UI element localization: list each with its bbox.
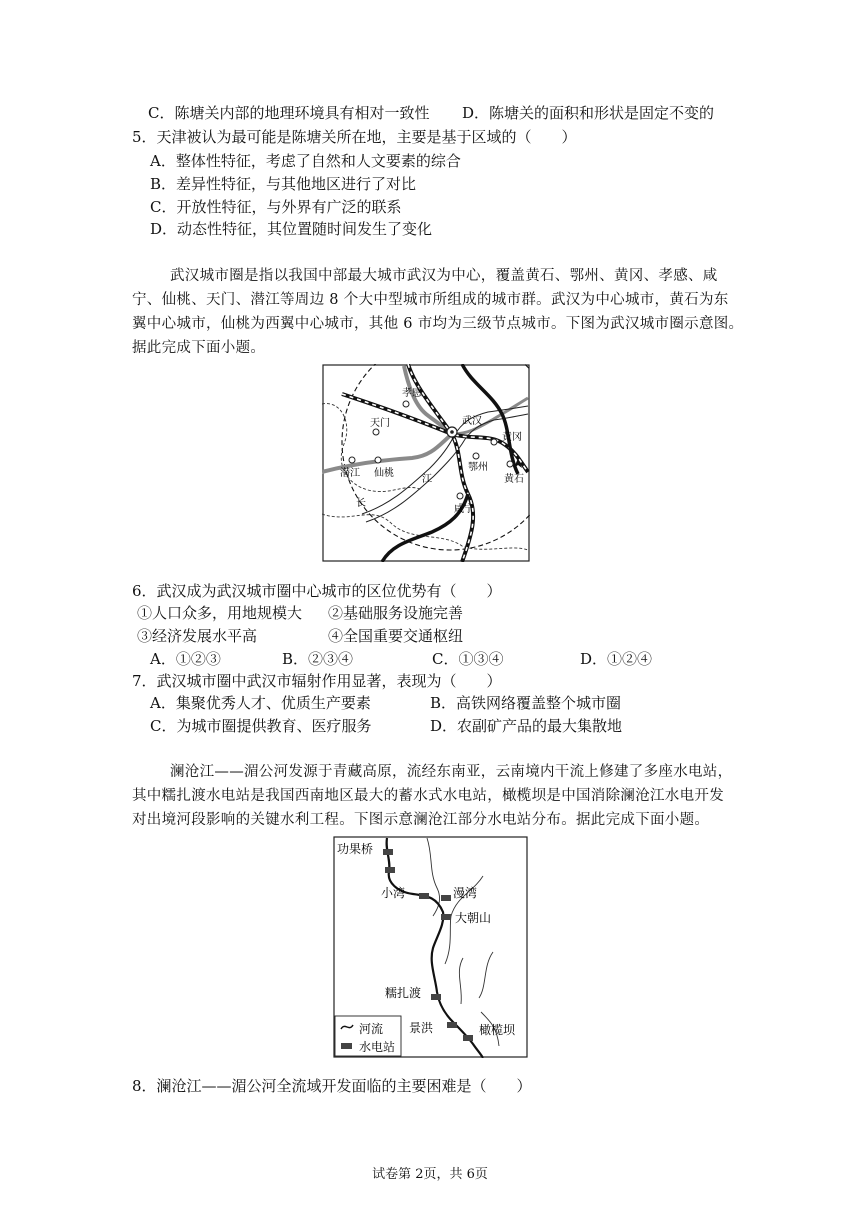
map1-label-xiantao: 仙桃 [374,468,394,479]
q4-option-d: D．陈塘关的面积和形状是固定不变的 [462,104,715,122]
map1-label-huangshi: 黄石 [504,474,524,485]
q5-stem: 5．天津被认为最可能是陈塘关所在地，主要是基于区域的（ ） [132,128,577,146]
passage1-line-2: 宁、仙桃、天门、潜江等周边 8 个大中型城市所组成的城市群。武汉为中心城市，黄石为东 [132,292,729,308]
q6-stem: 6．武汉成为武汉城市圈中心城市的区位优势有（ ） [132,582,502,600]
q5-option-c: C．开放性特征，与外界有广泛的联系 [150,198,402,216]
map1-label-ezhou: 鄂州 [468,462,488,473]
passage2-line-1: 澜沧江——湄公河发源于青藏高原，流经东南亚，云南境内干流上修建了多座水电站， [170,764,733,780]
q5-option-d: D．动态性特征，其位置随时间发生了变化 [150,220,433,238]
lancang-hydropower-map [333,836,528,1058]
q4-option-c: C．陈塘关内部的地理环境具有相对一致性 [148,104,430,122]
station-nuozhadu: 糯扎渡 [385,986,422,1000]
station-ganlanba: 橄榄坝 [479,1023,516,1037]
map1-label-jiang: 江 [422,474,432,485]
page-footer: 试卷第 2页，共 6页 [372,1167,488,1182]
passage2-line-3: 对出境河段影响的关键水利工程。下图示意澜沧江部分水电站分布。据此完成下面小题。 [132,812,710,828]
legend-river-label: 河流 [359,1022,384,1036]
q6-item-1: ①人口众多，用地规模大 [137,604,303,622]
map1-label-huanggang: 黄冈 [502,432,522,443]
q7-option-c: C．为城市圈提供教育、医疗服务 [150,717,372,735]
q6-option-b: B．②③④ [282,650,354,668]
legend-station-icon [341,1043,352,1049]
passage2-line-2: 其中糯扎渡水电站是我国西南地区最大的蓄水式水电站，橄榄坝是中国消除澜沧江水电开发 [132,788,724,804]
map1-label-chang: 长 [356,498,366,509]
q6-option-a: A．①②③ [150,650,221,668]
q6-option-c: C．①③④ [432,650,504,668]
map1-label-xiaogan: 孝感 [402,388,422,399]
q7-option-b: B．高铁网络覆盖整个城市圈 [430,694,622,712]
q7-option-d: D．农副矿产品的最大集散地 [430,717,623,735]
legend-station-label: 水电站 [359,1040,396,1054]
q7-option-a: A．集聚优秀人才、优质生产要素 [150,694,371,712]
passage1-line-1: 武汉城市圈是指以我国中部最大城市武汉为中心，覆盖黄石、鄂州、黄冈、孝感、咸 [170,268,718,284]
q6-option-d: D．①②④ [580,650,653,668]
wuhan-city-circle-map [322,364,530,562]
map1-label-wuhan: 武汉 [462,416,482,427]
q6-item-3: ③经济发展水平高 [137,627,258,645]
station-xiaowan: 小湾 [381,886,406,900]
q7-stem: 7．武汉城市圈中武汉市辐射作用显著，表现为（ ） [132,672,502,690]
map1-label-xianning: 咸宁 [454,504,474,515]
map1-label-tianmen: 天门 [370,418,390,429]
q8-stem: 8．澜沧江——湄公河全流域开发面临的主要困难是（ ） [132,1077,532,1095]
q5-option-a: A．整体性特征，考虑了自然和人文要素的综合 [150,152,461,170]
station-gongguoqiao: 功果桥 [337,842,374,856]
passage1-line-3: 翼中心城市，仙桃为西翼中心城市，其他 6 市均为三级节点城市。下图为武汉城市圈示意图。 [132,316,744,332]
q5-option-b: B．差异性特征，与其他地区进行了对比 [150,175,417,193]
passage1-line-4: 据此完成下面小题。 [132,340,266,356]
station-dachaoshan: 大朝山 [455,911,492,925]
map1-label-qianjiang: 潜江 [340,468,360,479]
q6-item-4: ④全国重要交通枢纽 [328,627,464,645]
station-jinghong: 景洪 [409,1021,434,1035]
q6-item-2: ②基础服务设施完善 [328,604,464,622]
station-manwan: 漫湾 [453,886,478,900]
